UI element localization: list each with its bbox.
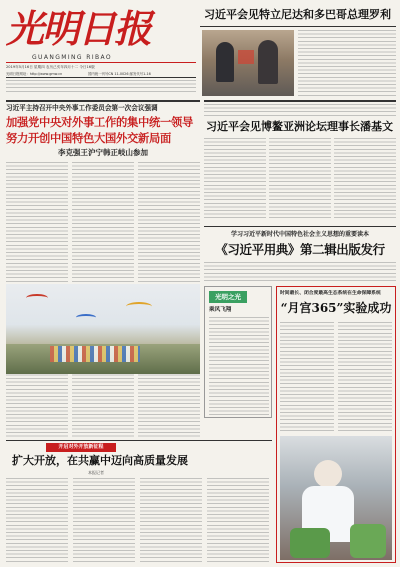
masthead-cn-line: 国内统一刊号CN 11-0026 邮发代号1-16 <box>88 72 151 76</box>
bottom-left-tag: 开启对外开放新征程 <box>46 443 116 452</box>
bottom-left-story <box>6 440 272 563</box>
masthead <box>6 4 196 96</box>
bottom-left-byline: 本报记者 <box>88 470 104 475</box>
top-right-headline: 习近平会见特立尼达和多巴哥总理罗利 <box>204 8 391 21</box>
lead-kicker: 习近平主持召开中央外事工作委员会第一次会议强调 <box>6 104 158 112</box>
masthead-web-line: 光明日报网址：http://www.gmw.cn <box>6 72 63 76</box>
sidebar-box <box>204 286 272 418</box>
book-headline: 《习近平用典》第二辑出版发行 <box>215 242 385 257</box>
space-kicker: 时间最长、闭合度最高生态系统在生命保障系统 <box>280 290 381 296</box>
top-right-story <box>200 4 396 100</box>
lead-headline-2: 努力开创中国特色大国外交新局面 <box>6 131 171 145</box>
mid-right-headline: 习近平会见博鳌亚洲论坛理事长潘基文 <box>206 120 393 133</box>
sidebar-title: 乘风飞翔 <box>209 307 232 313</box>
sidebar-badge: 光明之光 <box>209 291 247 303</box>
space-photo <box>280 436 392 560</box>
book-story <box>204 226 396 284</box>
lead-headline-1: 加强党中央对外事工作的集中统一领导 <box>6 115 193 129</box>
lead-subhead: 李克强王沪宁韩正岐山参加 <box>58 148 148 157</box>
masthead-issue-line: 2019年5月16日 星期四 农历己亥年四月十二 今日16版 <box>6 65 95 69</box>
bottom-left-headline: 扩大开放，在共赢中迈向高质量发展 <box>12 454 188 467</box>
masthead-pinyin: GUANGMING RIBAO <box>32 54 113 61</box>
masthead-logo: 光明日报 <box>6 6 151 51</box>
top-right-photo <box>202 30 294 96</box>
space-headline: “月宫365”实验成功 <box>280 301 392 315</box>
book-kicker: 学习习近平新时代中国特色社会主义思想的重要读本 <box>230 231 369 238</box>
mid-right-story <box>204 100 396 224</box>
paraglider-photo <box>6 284 200 374</box>
